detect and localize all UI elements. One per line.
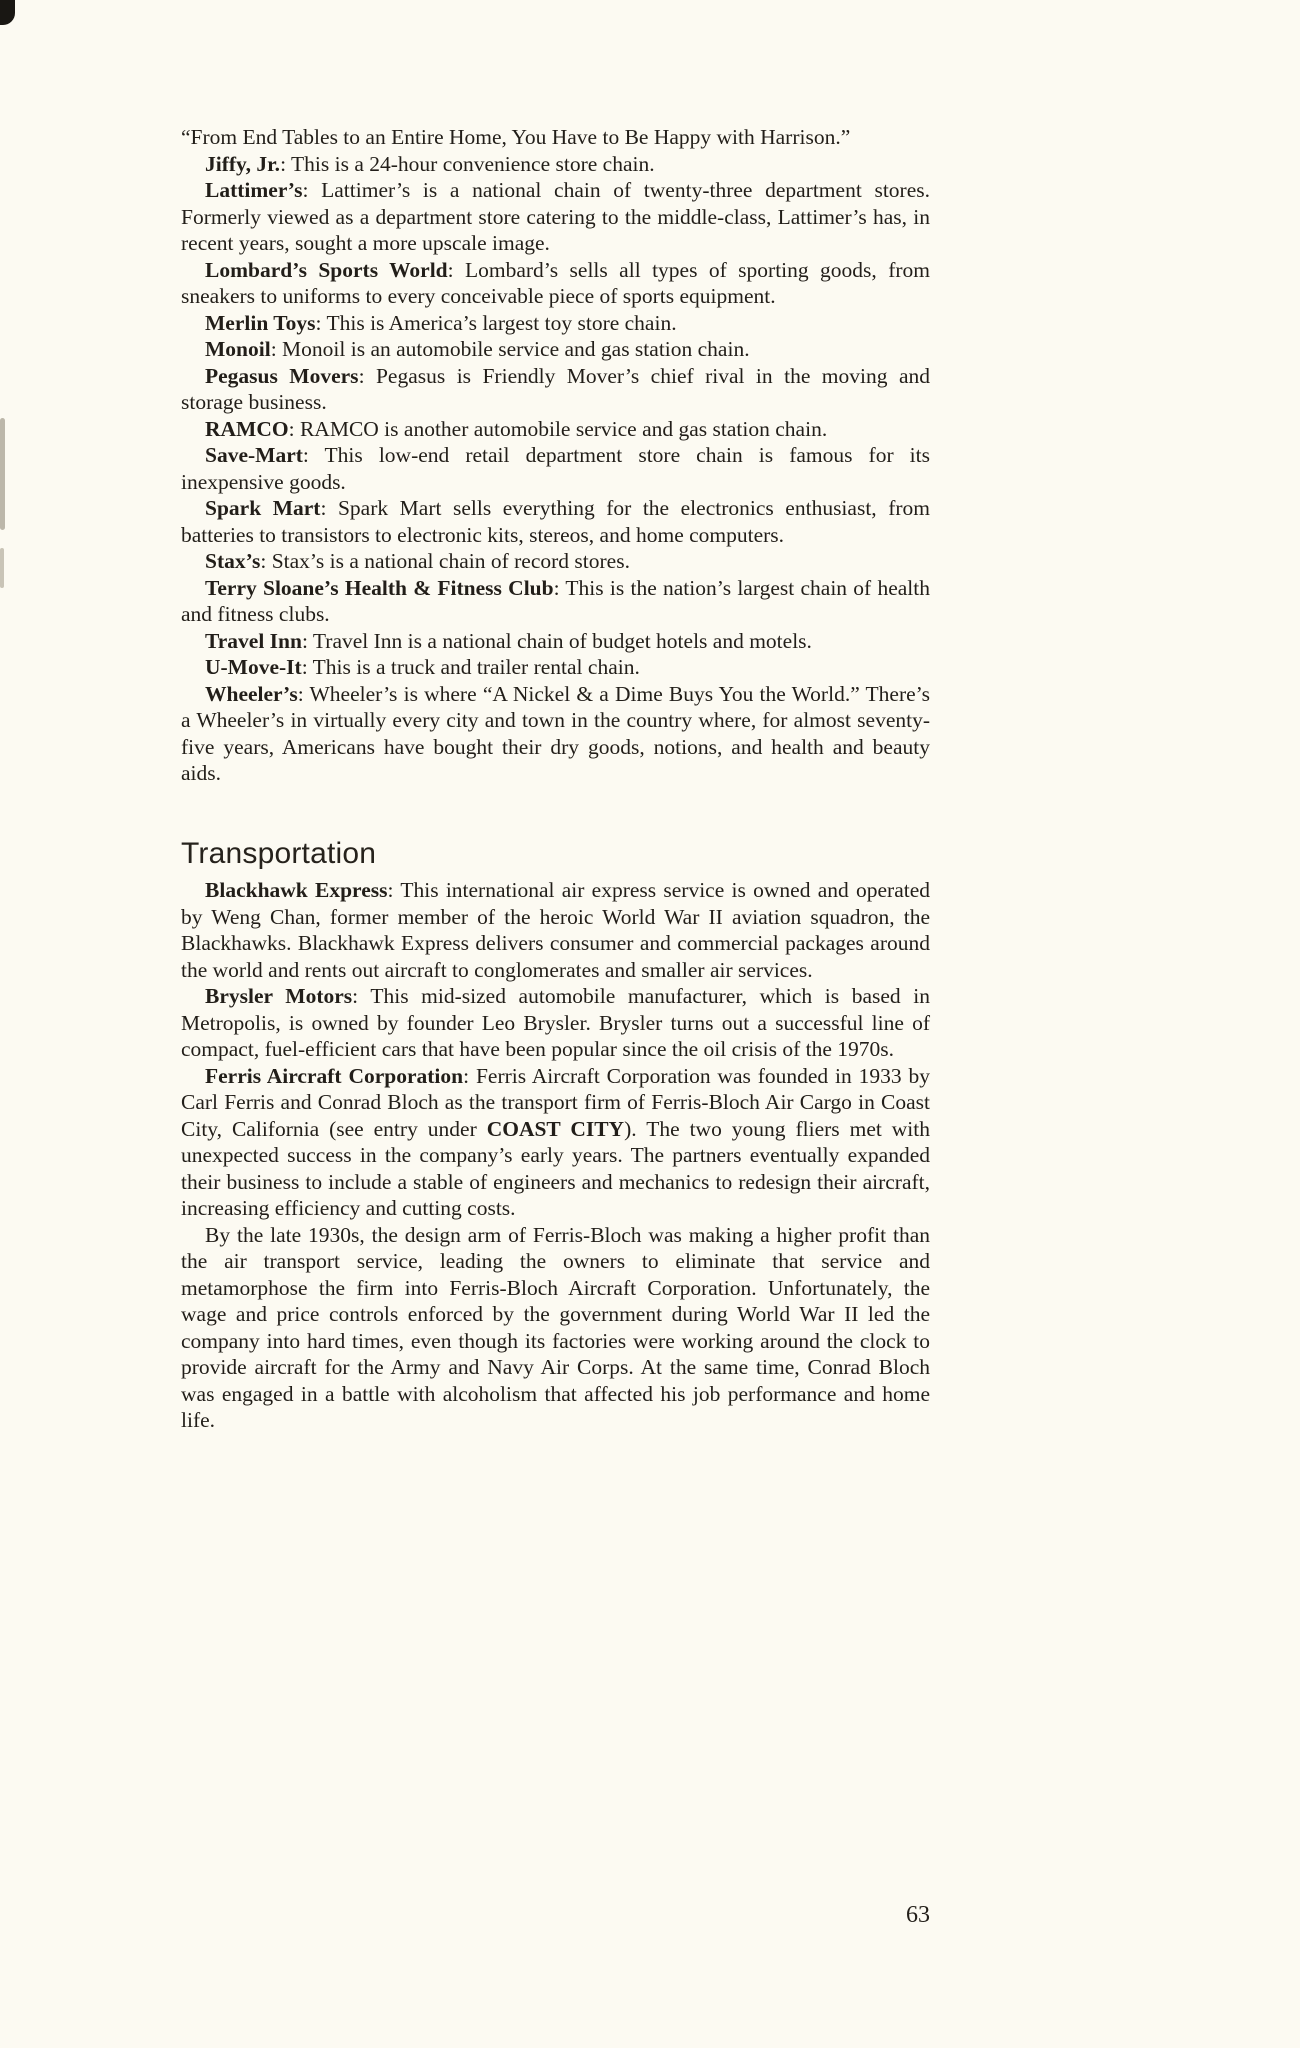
entry-term: Travel Inn xyxy=(205,628,302,653)
entry-term: Wheeler’s xyxy=(205,681,298,706)
entry-term: Pegasus Movers xyxy=(205,363,359,388)
entry-term: Save-Mart xyxy=(205,443,303,467)
entry-spark-mart xyxy=(181,495,930,548)
entry-text: : Stax’s is a national chain of record stores. xyxy=(260,549,630,573)
section-heading-transportation: Transportation xyxy=(181,836,377,870)
entry-term: Spark Mart xyxy=(205,496,321,520)
entry-text: : This is a 24-hour convenience store chain. xyxy=(280,151,655,176)
entry-text: : This is a truck and trailer rental chain. xyxy=(301,655,640,679)
entry-monoil xyxy=(181,336,930,363)
entry-text: : Travel Inn is a national chain of budget hotels and motels. xyxy=(301,628,812,653)
scan-artifact-left-edge xyxy=(0,418,5,530)
page-text-block xyxy=(181,124,930,1434)
entry-travel-inn xyxy=(181,628,930,655)
entry-text: : This mid-sized automobile manufacturer, which is based in Metropolis, is owned by founder Leo Brysler. Brysler turns out a successful line of compact, fuel-efficient cars that have been popular since the oil crisis of the 1970s. xyxy=(181,984,930,1061)
entry-term: Stax’s xyxy=(205,549,261,573)
entry-ramco xyxy=(181,416,930,443)
entry-text: : Pegasus is Friendly Mover’s chief rival in the moving and storage business. xyxy=(181,363,930,414)
entry-text: : Spark Mart sells everything for the electronics enthusiast, from batteries to transistors to electronic kits, stereos, and home computers. xyxy=(181,496,930,547)
entry-term: Blackhawk Express xyxy=(205,878,388,902)
entry-u-move-it xyxy=(181,654,930,681)
entry-lattimers xyxy=(181,177,930,257)
entry-text: : RAMCO is another automobile service and gas station chain. xyxy=(288,416,828,441)
entry-text: : Wheeler’s is where “A Nickel & a Dime Buys You the World.” There’s a Wheeler’s in virtually every city and town in the country where, for almost seventy-five years, Americans have bought their dry goods, notions, and health and beauty aids. xyxy=(181,681,930,785)
entry-term: Jiffy, Jr. xyxy=(205,151,281,176)
entry-text: : Monoil is an automobile service and gas station chain. xyxy=(270,337,750,361)
continuation-line: “From End Tables to an Entire Home, You Have to Be Happy with Harrison.” xyxy=(181,125,851,149)
entry-term: RAMCO xyxy=(205,416,289,441)
entry-term: Merlin Toys xyxy=(205,310,316,335)
entry-ferris-aircraft-corporation xyxy=(181,1063,930,1222)
cross-reference-bold: COAST CITY xyxy=(486,1116,625,1141)
entry-jiffy-jr xyxy=(181,151,930,178)
entry-text: : This is America’s largest toy store chain. xyxy=(315,310,677,335)
entry-save-mart xyxy=(181,442,930,495)
entry-wheelers xyxy=(181,681,930,787)
entry-terry-sloanes-health-fitness-club xyxy=(181,575,930,628)
entry-blackhawk-express xyxy=(181,877,930,983)
entry-text: : Lombard’s sells all types of sporting goods, from sneakers to uniforms to every conceivable piece of sports equipment. xyxy=(181,257,930,308)
entry-text: : Ferris Aircraft Corporation was founded in 1933 by Carl Ferris and Conrad Bloch as the transport firm of Ferris-Bloch Air Cargo in Coast City, California (see entry under xyxy=(181,1063,930,1141)
entry-term: Brysler Motors xyxy=(205,984,353,1008)
entry-term: Lombard’s Sports World xyxy=(205,257,448,282)
entry-term: Terry Sloane’s Health & Fitness Club xyxy=(205,575,554,600)
scan-artifact-top-left xyxy=(0,0,15,25)
entry-pegasus-movers xyxy=(181,363,930,416)
entry-brysler-motors xyxy=(181,983,930,1063)
entry-text: : Lattimer’s is a national chain of twenty-three department stores. Formerly viewed as a department store catering to the middle-class, Lattimer’s has, in recent years, sought a more upscale image. xyxy=(181,178,930,255)
scan-artifact-left-edge xyxy=(0,548,4,588)
entry-staxs xyxy=(181,548,930,575)
entry-term: U-Move-It xyxy=(205,655,302,679)
entry-text: ). The two young fliers met with unexpected success in the company’s early years. The partners eventually expanded their business to include a stable of engineers and mechanics to redesign their aircraft, increasing efficiency and cutting costs. xyxy=(181,1116,931,1220)
entry-term: Lattimer’s xyxy=(205,178,303,202)
entry-term: Monoil xyxy=(205,337,271,361)
entry-merlin-toys xyxy=(181,310,930,337)
entry-ferris-paragraph-2: By the late 1930s, the design arm of Ferris-Bloch was making a higher profit than the air transport service, leading the owners to eliminate that service and metamorphose the firm into Ferris-Bloch Aircraft Corporation. Unfortunately, the wage and price controls enforced by the government during World War II led the company into hard times, even though its factories were working around the clock to provide aircraft for the Army and Navy Air Corps. At the same time, Conrad Bloch was engaged in a battle with alcoholism that affected his job performance and home life. xyxy=(181,1222,930,1432)
page-number: 63 xyxy=(906,1902,930,1928)
entry-text: : This is the nation’s largest chain of health and fitness clubs. xyxy=(181,575,930,626)
entry-text: : This international air express service is owned and operated by Weng Chan, former member of the heroic World War II aviation squadron, the Blackhawks. Blackhawk Express delivers consumer and commercial packages around the world and rents out aircraft to conglomerates and smaller air services. xyxy=(181,878,931,982)
entry-lombards-sports-world xyxy=(181,257,930,310)
entry-term: Ferris Aircraft Corporation xyxy=(205,1063,464,1088)
entry-text: : This low-end retail department store chain is famous for its inexpensive goods. xyxy=(181,443,930,494)
